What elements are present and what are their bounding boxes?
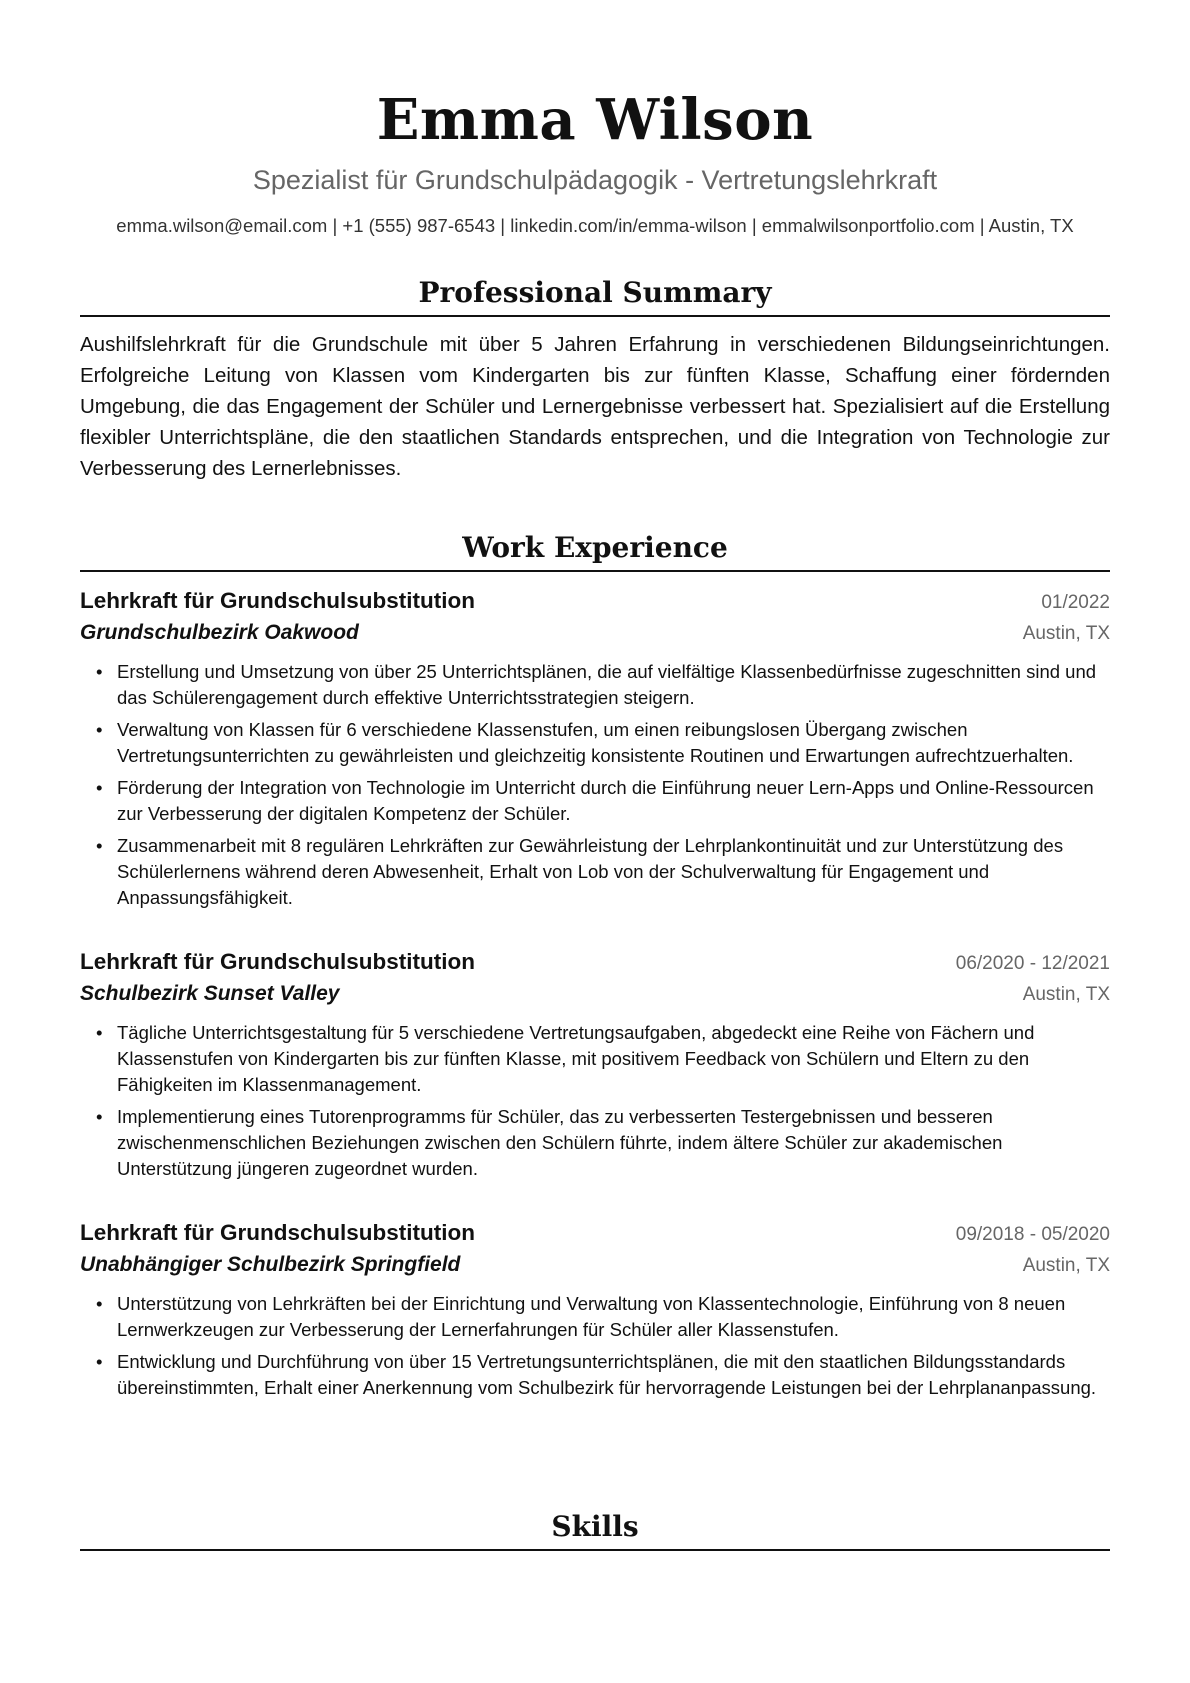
job-title: Lehrkraft für Grundschulsubstitution [80,949,476,974]
work-experience-heading: Work Experience [80,528,1110,572]
job-company-row [80,1250,1110,1281]
job-bullet-list [80,1291,1110,1401]
job-location: Austin, TX [1022,984,1110,1005]
company-name: Schulbezirk Sunset Valley [80,982,340,1005]
candidate-title: Spezialist für Grundschulpädagogik - Vertretungslehrkraft [252,165,938,195]
job-header-row [80,586,1110,618]
job-bullet [80,1020,1110,1098]
job-company-row [80,618,1110,649]
skills-heading: Skills [80,1507,1110,1551]
contact-line: emma.wilson@email.com | +1 (555) 987-6543 | linkedin.com/in/emma-wilson | emmalwilsonportfolio.com | Austin, TX [116,215,1074,236]
bullet-icon: • [96,1351,103,1372]
bullet-text: Verwaltung von Klassen für 6 verschiedene Klassenstufen, um einen reibungslosen Übergang zwischen Vertretungsunterrichten zu gewährleisten und gleichzeitig konsistente Routinen und Erwartungen aufrechtzuerhalten. [117,719,1074,766]
job-bullet [80,717,1110,769]
job-header-row [80,947,1110,979]
bullet-icon: • [96,719,103,740]
job-date: 06/2020 - 12/2021 [955,953,1110,974]
skills-section [80,1507,1110,1551]
job-entry [80,586,1110,911]
bullet-icon: • [96,777,103,798]
bullet-text: Implementierung eines Tutorenprogramms für Schüler, das zu verbesserten Testergebnissen und besseren zwischenmenschlichen Beziehungen zwischen den Schülern führte, indem ältere Schüler zur akademischen Unterstützung jüngeren zugeordnet wurden. [117,1106,1003,1179]
bullet-icon: • [96,835,103,856]
company-name: Unabhängiger Schulbezirk Springfield [80,1253,461,1276]
job-bullet [80,775,1110,827]
job-bullet [80,1291,1110,1343]
job-bullet-list [80,659,1110,911]
bullet-icon: • [96,661,103,682]
summary-heading: Professional Summary [80,273,1110,317]
job-date: 09/2018 - 05/2020 [955,1224,1110,1245]
job-title: Lehrkraft für Grundschulsubstitution [80,1220,476,1245]
company-name: Grundschulbezirk Oakwood [80,621,359,644]
bullet-text: Unterstützung von Lehrkräften bei der Einrichtung und Verwaltung von Klassentechnologie, Einführung von 8 neuen Lernwerkzeugen zur Verbesserung der Lernerfahrungen für Schüler aller Klassenstufen. [117,1293,1066,1340]
job-bullet [80,1349,1110,1401]
job-company-row [80,979,1110,1010]
bullet-text: Tägliche Unterrichtsgestaltung für 5 verschiedene Vertretungsaufgaben, abgedeckt eine Reihe von Fächern und Klassenstufen von Kindergarten bis zur fünften Klasse, mit positivem Feedback von Schülern und Eltern zu den Fähigkeiten im Klassenmanagement. [117,1022,1035,1095]
job-bullet-list [80,1020,1110,1182]
bullet-icon: • [96,1106,103,1127]
bullet-text: Entwicklung und Durchführung von über 15 Vertretungsunterrichtsplänen, die mit den staatlichen Bildungsstandards übereinstimmten, Erhalt einer Anerkennung vom Schulbezirk für hervorragende Leistungen bei der Lehrplananpassung. [117,1351,1097,1398]
bullet-icon: • [96,1022,103,1043]
job-list [80,586,1110,1401]
summary-text: Aushilfslehrkraft für die Grundschule mit über 5 Jahren Erfahrung in verschiedenen Bildungseinrichtungen. Erfolgreiche Leitung von Klassen vom Kindergarten bis zur fünften Klasse, Schaffung einer fördernden Umgebung, die das Engagement der Schüler und Lernergebnisse verbessert hat. Spezialisiert auf die Erstellung flexibler Unterrichtspläne, die den staatlichen Standards entsprechen, und die Integration von Technologie zur Verbesserung des Lernerlebnisses. [80,333,1110,480]
work-experience-section [80,528,1110,1401]
job-location: Austin, TX [1022,1255,1110,1276]
job-title: Lehrkraft für Grundschulsubstitution [80,588,476,613]
job-header-row [80,1218,1110,1250]
job-bullet [80,833,1110,911]
resume-page [80,0,1110,1543]
job-date: 01/2022 [1041,592,1110,613]
bullet-icon: • [96,1293,103,1314]
bullet-text: Zusammenarbeit mit 8 regulären Lehrkräften zur Gewährleistung der Lehrplankontinuität und zur Unterstützung des Schülerlernens während deren Abwesenheit, Erhalt von Lob von der Schulverwaltung für Engagement und Anpassungsfähigkeit. [117,835,1064,908]
candidate-name: Emma Wilson [376,87,814,153]
job-bullet [80,1104,1110,1182]
bullet-text: Förderung der Integration von Technologie im Unterricht durch die Einführung neuer Lern-Apps und Online-Ressourcen zur Verbesserung der digitalen Kompetenz der Schüler. [117,777,1094,824]
job-entry [80,947,1110,1182]
job-bullet [80,659,1110,711]
job-entry [80,1218,1110,1401]
summary-section [80,273,1110,484]
job-location: Austin, TX [1022,623,1110,644]
bullet-text: Erstellung und Umsetzung von über 25 Unterrichtsplänen, die auf vielfältige Klassenbedürfnisse zugeschnitten sind und das Schülerengagement durch effektive Unterrichtsstrategien steigern. [117,661,1097,708]
